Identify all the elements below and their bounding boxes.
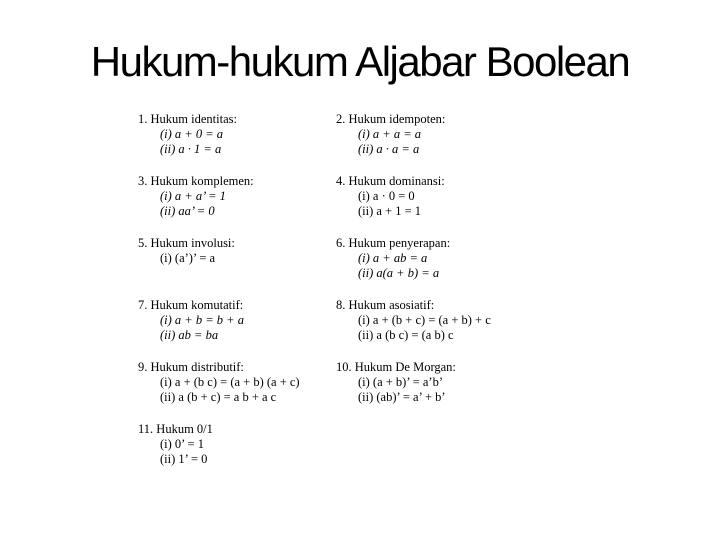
law-formula: (i) a · 0 = 0 — [358, 189, 415, 203]
law-formula: (ii) a · a = a — [358, 142, 420, 156]
law-commutative — [138, 298, 244, 343]
law-associative — [336, 298, 491, 343]
slide-title: Hukum-hukum Aljabar Boolean — [90, 38, 630, 85]
law-complement — [138, 174, 254, 219]
law-heading: 6. Hukum penyerapan: — [336, 236, 451, 250]
law-zero-one — [138, 422, 213, 467]
law-formula: (i) a + a = a — [358, 127, 422, 141]
law-formula: (ii) ab = ba — [160, 328, 219, 342]
law-heading: 10. Hukum De Morgan: — [336, 360, 456, 374]
law-formula: (i) a + 0 = a — [160, 127, 224, 141]
law-heading: 5. Hukum involusi: — [138, 236, 235, 250]
law-idempotent — [336, 112, 445, 157]
law-heading: 8. Hukum asosiatif: — [336, 298, 435, 312]
law-distributive — [138, 360, 300, 405]
law-heading: 9. Hukum distributif: — [138, 360, 244, 374]
law-formula: (i) (a + b)’ = a’b’ — [358, 375, 444, 389]
law-heading: 3. Hukum komplemen: — [138, 174, 254, 188]
law-formula: (i) a + (b + c) = (a + b) + c — [358, 313, 491, 327]
law-formula: (ii) a(a + b) = a — [358, 266, 440, 280]
law-heading: 11. Hukum 0/1 — [138, 422, 213, 436]
law-de-morgan — [336, 360, 456, 405]
law-domination — [336, 174, 445, 219]
law-formula: (i) a + (b c) = (a + b) (a + c) — [160, 375, 300, 389]
law-heading: 7. Hukum komutatif: — [138, 298, 244, 312]
law-formula: (ii) a · 1 = a — [160, 142, 222, 156]
law-formula: (i) (a’)’ = a — [160, 251, 216, 265]
law-formula: (ii) a (b c) = (a b) c — [358, 328, 454, 342]
law-formula: (ii) aa’ = 0 — [160, 204, 215, 218]
law-heading: 2. Hukum idempoten: — [336, 112, 446, 126]
law-heading: 4. Hukum dominansi: — [336, 174, 445, 188]
law-formula: (ii) 1’ = 0 — [160, 452, 208, 466]
law-absorption — [336, 236, 450, 281]
law-formula: (i) a + a’ = 1 — [160, 189, 226, 203]
law-formula: (ii) (ab)’ = a’ + b’ — [358, 390, 446, 404]
law-identity — [138, 112, 237, 157]
law-formula: (i) 0’ = 1 — [160, 437, 204, 451]
law-involution — [138, 236, 235, 266]
law-formula: (ii) a + 1 = 1 — [358, 204, 422, 218]
law-heading: 1. Hukum identitas: — [138, 112, 237, 126]
law-formula: (i) a + b = b + a — [160, 313, 244, 327]
law-formula: (i) a + ab = a — [358, 251, 428, 265]
law-formula: (ii) a (b + c) = a b + a c — [160, 390, 277, 404]
